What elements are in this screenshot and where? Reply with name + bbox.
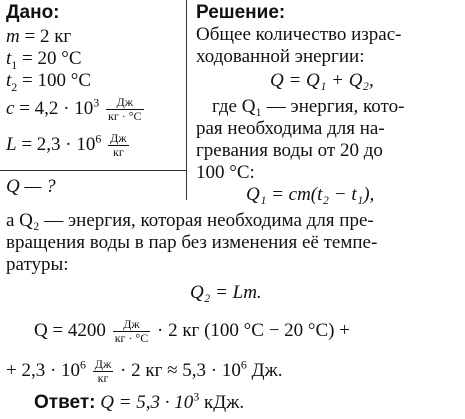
given-title: Дано:: [6, 2, 60, 23]
calc2-unit: $\frac{Дж}{кг}$: [94, 357, 112, 385]
solution-where-2: рая необходима для на-: [196, 118, 385, 139]
equation-total-energy: Q = Q₁ + Q₂,: [270, 70, 374, 91]
calculation-line-1: Q = 4200 $\frac{Дж}{кг \cdot ^\circ C}$ · 2 кг (100 °C − 20 °C) +: [34, 317, 350, 345]
given-t2: $t_2 = 100$ °C: [6, 70, 92, 94]
solution-and-2: вращения воды в пар без изменения её темпе-: [6, 232, 378, 253]
given-mass: m = 2 кг: [6, 26, 72, 47]
given-latent-heat: $L = 2,3 \cdot 10^6$ $\frac{Дж}{кг}$: [6, 131, 127, 159]
specific-heat-unit: $\frac{Дж}{кг \cdot ^\circ C}$: [107, 95, 142, 123]
solution-and-1: а Q₂ — энергия, которая необходима для пре-: [6, 210, 374, 231]
answer-line: Ответ: $Q = 5,3 \cdot 10^3$ кДж.: [34, 389, 245, 413]
solution-and-3: ратуры:: [6, 254, 69, 275]
given-divider-horizontal: [0, 170, 187, 171]
solution-intro-1: Общее количество израс-: [196, 24, 402, 45]
given-t1: $t_1 = 20$ °C: [6, 48, 82, 72]
latent-heat-unit: $\frac{Дж}{кг}$: [110, 131, 127, 159]
find-quantity: Q — ?: [6, 176, 56, 197]
calculation-line-2: + $2,3 \cdot 10^6$ $\frac{Дж}{кг}$ · 2 кг ≈ $5,3 \cdot 10^6$ Дж.: [6, 357, 283, 385]
solution-where-4: 100 °C:: [196, 162, 255, 183]
solution-intro-2: ходованной энергии:: [196, 46, 365, 67]
solution-where-3: гревания воды от 20 до: [196, 140, 383, 161]
equation-vaporization: Q₂ = Lm.: [190, 282, 262, 303]
given-specific-heat: $c = 4,2 \cdot 10^3$ $\frac{Дж}{кг \cdot ^\circ C}$: [6, 95, 142, 123]
calc1-unit: $\frac{Дж}{кг \cdot ^\circ C}$: [114, 317, 149, 345]
equation-heating: Q₁ = cm(t₂ − t₁),: [246, 184, 375, 205]
answer-label: Ответ:: [34, 392, 96, 413]
solution-title: Решение:: [196, 2, 286, 23]
solution-where-1: где Q₁ — энергия, кото-: [212, 96, 405, 117]
